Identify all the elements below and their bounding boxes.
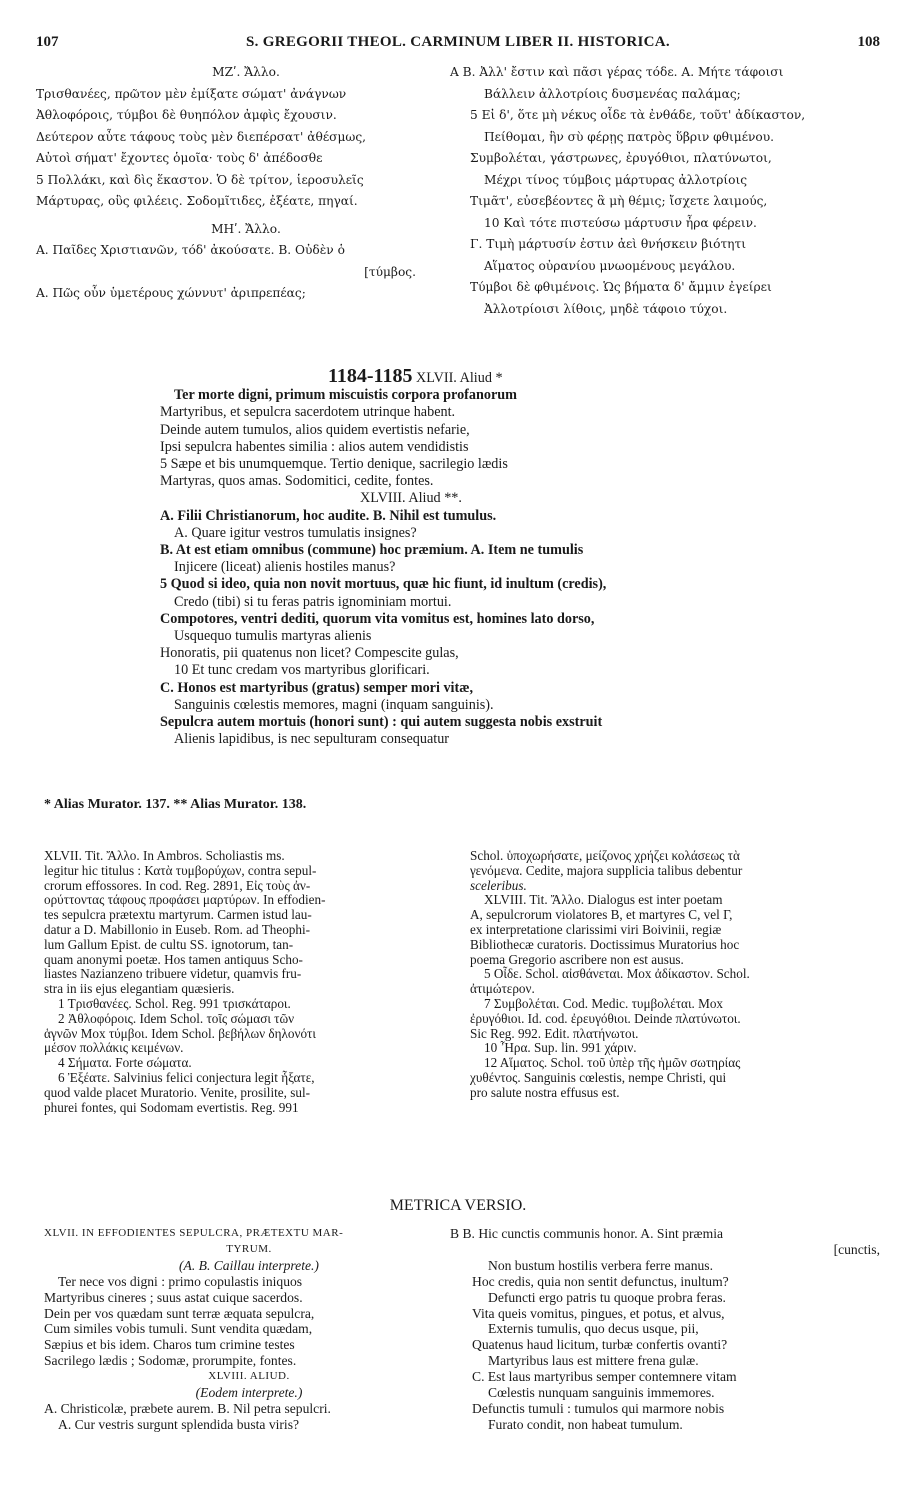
metrica-line: Quatenus haud licitum, turbæ confertis ovanti? <box>472 1337 728 1353</box>
metrica-line: Dein per vos quædam sunt terræ æquata sepulcra, <box>44 1305 315 1321</box>
metrica-line: A. Cur vestris surgunt splendida busta viris? <box>58 1416 300 1432</box>
greek-line: Α. Πῶς οὖν ὑμετέρους χώννυτ' ἀριπρεπέας; <box>36 286 306 300</box>
greek-line: Τιμᾶτ', εὐσεβέοντες ἃ μὴ θέμις; ἴσχετε λαιμούς, <box>470 194 768 208</box>
metrica-line: Vita queis vomitus, pingues, et potus, et alvus, <box>472 1305 725 1321</box>
note-line: μέσον πολλάκις κειμένων. <box>44 1040 184 1056</box>
latin-line: A. Filii Christianorum, hoc audite. B. Nihil est tumulus. <box>160 507 497 524</box>
interpreter-note: (Eodem interprete.) <box>195 1385 303 1401</box>
metrica-line: Defunctis tumuli : tumulos qui marmore nobis <box>472 1400 725 1416</box>
latin-heading-47: XLVII. Aliud * <box>416 370 503 386</box>
greek-line: Βάλλειν ἀλλοτρίοις δυσμενέας παλάμας; <box>484 86 741 101</box>
latin-line: Deinde autem tumulos, alios quidem evertistis nefarie, <box>160 421 470 438</box>
latin-line: Martyribus, et sepulcra sacerdotem utrinque habent. <box>160 404 456 421</box>
interpreter-note: (A. B. Caillau interprete.) <box>179 1257 319 1273</box>
note-line: crorum effossores. In cod. Reg. 2891, Εἰς τοὺς ἀν- <box>44 877 311 893</box>
greek-line: Ἀλλοτρίοισι λίθοις, μηδὲ τάφοιο τύχοι. <box>484 301 728 316</box>
note-line: 2 Ἀθλοφόροις. Idem Schol. τοῖς σώμασι τῶν <box>58 1010 295 1026</box>
notes-column-left <box>44 849 454 1115</box>
note-line: XLVII. Tit. Ἄλλο. In Ambros. Scholiastis ms. <box>44 848 285 863</box>
latin-line: B. At est etiam omnibus (commune) hoc præmium. A. Item ne tumulis <box>160 542 584 559</box>
notes-column-right <box>470 849 880 1101</box>
note-line: 12 Αἵματος. Schol. τοῦ ὑπὲρ τῆς ἡμῶν σωτηρίας <box>484 1055 741 1071</box>
greek-line: Αὐτοὶ σήματ' ἔχοντες ὁμοῖα· τοὺς δ' ἀπέδοσθε <box>36 151 323 165</box>
greek-line: Τύμβοι δὲ φθιμένοις. Ὡς βήματα δ' ἄμμιν ἐγείρει <box>470 280 772 294</box>
note-line: sceleribus. <box>470 877 527 893</box>
latin-line: Alienis lapidibus, is nec sepulturam consequatur <box>174 731 450 748</box>
footnote: * Alias Murator. 137. ** Alias Murator. 138. <box>44 797 307 812</box>
latin-line: Ter morte digni, primum miscuistis corpora profanorum <box>174 387 517 404</box>
greek-line: 10 Καὶ τότε πιστεύσω μάρτυσιν ἦρα φέρειν. <box>484 215 757 230</box>
latin-line: Credo (tibi) si tu feras patris ignominiam mortui. <box>174 593 452 610</box>
metrica-line: Defuncti ergo patris tu quoque probra feras. <box>488 1289 726 1305</box>
metrica-line: Sacrilego lædis ; Sodomæ, prorumpite, fontes. <box>44 1353 297 1369</box>
note-line: liastes Nazianzeno tribuere videtur, quamvis fru- <box>44 966 302 982</box>
greek-line: Δεύτερον αὖτε τάφους τοὺς μὲν διεπέρσατ' ἀθέσμως, <box>36 129 367 144</box>
note-line: quam anonymi poetæ. Hos tamen antiquus Scho- <box>44 951 303 967</box>
latin-translation <box>160 365 800 748</box>
greek-line: Μάρτυρας, οὓς φιλέεις. Σοδομῖτιδες, ἐξέατε, πηγαί. <box>36 194 358 208</box>
latin-line: A. Quare igitur vestros tumulatis insignes? <box>174 524 417 541</box>
greek-column-left <box>36 62 456 305</box>
latin-line: C. Honos est martyribus (gratus) semper mori vitæ, <box>160 679 474 696</box>
metrica-line: Cœlestis nunquam sanguinis immemores. <box>488 1385 715 1401</box>
latin-line: 5 Sæpe et bis unumquemque. Tertio denique, sacrilegio lædis <box>160 456 508 473</box>
note-line: phurei fontes, qui Sodomam evertistis. Reg. 991 <box>44 1099 299 1115</box>
note-line: ορύττοντας τάφους προφάσει μαρτύρων. In effodien- <box>44 892 326 908</box>
greek-line: Συμβολέται, γάστρωνες, ἐρυγόθιοι, πλατύνωτοι, <box>470 151 772 165</box>
note-line: stra in iis ejus elegantiam quæsieris. <box>44 981 235 997</box>
greek-line: Α. Παῖδες Χριστιανῶν, τόδ' ἀκούσατε. Β. Οὐδὲν ὁ <box>36 243 345 257</box>
column-number: 1184-1185 <box>328 365 413 387</box>
metrica-heading-47-cont: TYRUM. <box>226 1242 272 1255</box>
running-header <box>36 34 880 54</box>
latin-line: 10 Et tunc credam vos martyribus glorificari. <box>174 662 430 679</box>
greek-line: 5 Εἰ δ', ὅτε μὴ νέκυς οἶδε τὰ ἐνθάδε, τοῦτ' ἀδίκαστον, <box>470 108 806 122</box>
metrica-line: Furato condit, non habeat tumulum. <box>488 1416 683 1432</box>
metrica-line: Cum similes vobis tumuli. Sunt vendita quædam, <box>44 1321 313 1337</box>
metrica-line: Sæpius et bis idem. Charos tum crimine testes <box>44 1337 295 1353</box>
note-line: Schol. ὑποχωρήσατε, μείζονος χρήζει κολάσεως τὰ <box>470 848 740 863</box>
latin-line: Honoratis, pii quatenus non licet? Compescite gulas, <box>160 645 459 662</box>
latin-line: 5 Quod si ideo, quia non novit mortuus, quæ hic fiunt, id inultum (credis), <box>160 576 607 593</box>
greek-line: 5 Πολλάκι, καὶ δὶς ἕκαστον. Ὁ δὲ τρίτον, ἱεροσυλεῖς <box>36 172 364 187</box>
note-line: 1 Τρισθανέες. Schol. Reg. 991 τρισκάταροι. <box>58 995 291 1011</box>
page-number-right: 108 <box>857 34 880 50</box>
metrica-column-right <box>450 1226 886 1433</box>
metrica-line: Non bustum hostilis verbera ferre manus. <box>488 1257 714 1273</box>
note-line: ex interpretatione clarissimi viri Boivinii, regiæ <box>470 921 722 937</box>
greek-line: Αἵματος οὐρανίου μνωομένους μεγάλου. <box>484 258 736 273</box>
note-line: Bibliothecæ curatoris. Doctissimus Muratorius hoc <box>470 936 740 952</box>
note-line: lum Gallum Epist. de cultu SS. ignotorum, tan- <box>44 936 294 952</box>
note-line: 7 Συμβολέται. Cod. Medic. τυμβολέται. Mox <box>484 995 724 1011</box>
greek-line: Τρισθανέες, πρῶτον μὲν ἐμίξατε σώματ' ἀνάγνων <box>36 86 347 101</box>
metrica-heading-47: XLVII. IN EFFODIENTES SEPULCRA, PRÆTEXTU MAR- <box>44 1227 344 1239</box>
page-number-left: 107 <box>36 34 59 50</box>
note-line: 4 Σήματα. Forte σώματα. <box>58 1055 192 1071</box>
note-line: ἁγνῶν Mox τύμβοι. Idem Schol. βεβήλων δηλονότι <box>44 1025 316 1041</box>
metrica-line: C. Est laus martyribus semper contemnere vitam <box>472 1369 737 1385</box>
note-line: pro salute nostra effusus est. <box>470 1084 620 1100</box>
note-line: quod valde placet Muratorio. Venite, prosilite, sul- <box>44 1084 311 1100</box>
note-line: tes sepulcra prætextu martyrum. Carmen istud lau- <box>44 907 312 923</box>
greek-line: Μέχρι τίνος τύμβοις μάρτυρας ἀλλοτρίοις <box>484 172 748 187</box>
note-line: χυθέντος. Sanguinis cœlestis, nempe Christi, qui <box>470 1069 727 1085</box>
greek-line: Πείθομαι, ἣν σὺ φέρῃς πατρὸς ὕβριν φθιμένου. <box>484 129 775 144</box>
greek-line: Γ. Τιμὴ μάρτυσίν ἐστιν ἀεὶ θνήσκειν βιότητι <box>470 237 747 251</box>
metrica-line: Martyribus laus est mittere frena gulæ. <box>488 1353 699 1369</box>
latin-line: Sanguinis cœlestis memores, magni (inquam sanguinis). <box>174 696 494 713</box>
metrica-column-left <box>44 1226 454 1433</box>
note-line: 6 Ἐξέατε. Salvinius felici conjectura legit ἧξατε, <box>58 1069 315 1085</box>
greek-line: Ἀθλοφόροις, τύμβοι δὲ θυηπόλον ἀμφὶς ἔχουσιν. <box>36 108 337 122</box>
latin-line: Martyras, quos amas. Sodomitici, cedite, fontes. <box>160 473 434 490</box>
greek-column-right <box>450 62 880 320</box>
poem-heading-48: ΜΗʹ. Ἄλλο. <box>211 221 281 236</box>
note-line: legitur hic titulus : Κατὰ τυμβορύχων, contra sepul- <box>44 862 317 878</box>
note-line: Sic Reg. 992. Edit. πλατήνωτοι. <box>470 1025 639 1041</box>
latin-line: Compotores, ventri dediti, quorum vita vomitus est, homines lato dorso, <box>160 610 595 627</box>
metrica-line: [cunctis, <box>833 1241 880 1257</box>
latin-line: Injicere (liceat) alienis hostiles manus? <box>174 559 396 576</box>
metrica-line: Externis tumulis, quo decus usque, pii, <box>488 1321 699 1337</box>
running-title: S. GREGORII THEOL. CARMINUM LIBER II. HISTORICA. <box>246 34 670 50</box>
latin-line: Usquequo tumulis martyras alienis <box>174 628 372 645</box>
note-line: poema Gregorio ascribere non est ausus. <box>470 951 684 967</box>
metrica-heading-48: XLVIII. ALIUD. <box>208 1370 290 1383</box>
greek-line: [τύμβος. <box>364 264 416 279</box>
metrica-line: B B. Hic cunctis communis honor. A. Sint præmia <box>450 1226 724 1241</box>
note-line: ἐρυγόθιοι. Id. cod. ἐρευγόθιοι. Deinde πλατύνωτοι. <box>470 1010 741 1026</box>
note-line: 10 Ἦρα. Sup. lin. 991 χάριν. <box>484 1040 637 1056</box>
metrica-line: Ter nece vos digni : primo copulastis iniquos <box>58 1273 303 1289</box>
metrica-versio-title: METRICA VERSIO. <box>389 1197 527 1214</box>
note-line: ἀτιμώτερον. <box>470 981 535 997</box>
metrica-line: Martyribus cineres ; suus astat cuique sacerdos. <box>44 1289 303 1305</box>
poem-heading-47: ΜΖʹ. Ἄλλο. <box>212 65 280 79</box>
metrica-line: A. Christicolæ, præbete aurem. B. Nil petra sepulcri. <box>44 1400 331 1416</box>
latin-line: Sepulcra autem mortuis (honori sunt) : qui autem suggesta nobis exstruit <box>160 714 603 731</box>
note-line: datur a D. Mabillonio in Euseb. Rom. ad Theophi- <box>44 921 311 937</box>
note-line: XLVIII. Tit. Ἄλλο. Dialogus est inter poetam <box>484 892 723 908</box>
note-line: 5 Οἶδε. Schol. αἰσθάνεται. Mox ἀδίκαστον. Schol. <box>484 966 750 982</box>
note-line: γενόμενα. Cedite, majora supplicia talibus debentur <box>470 862 743 878</box>
metrica-line: Hoc credis, quia non sentit defunctus, inultum? <box>472 1273 729 1289</box>
latin-line: Ipsi sepulcra habentes similia : alios autem vendidistis <box>160 438 469 455</box>
greek-line: Α Β. Ἀλλ' ἔστιν καὶ πᾶσι γέρας τόδε. Α. Μήτε τάφοισι <box>450 65 784 79</box>
note-line: A, sepulcrorum violatores B, et martyres C, vel Γ, <box>470 907 733 923</box>
latin-heading-48: XLVIII. Aliud **. <box>360 490 462 507</box>
